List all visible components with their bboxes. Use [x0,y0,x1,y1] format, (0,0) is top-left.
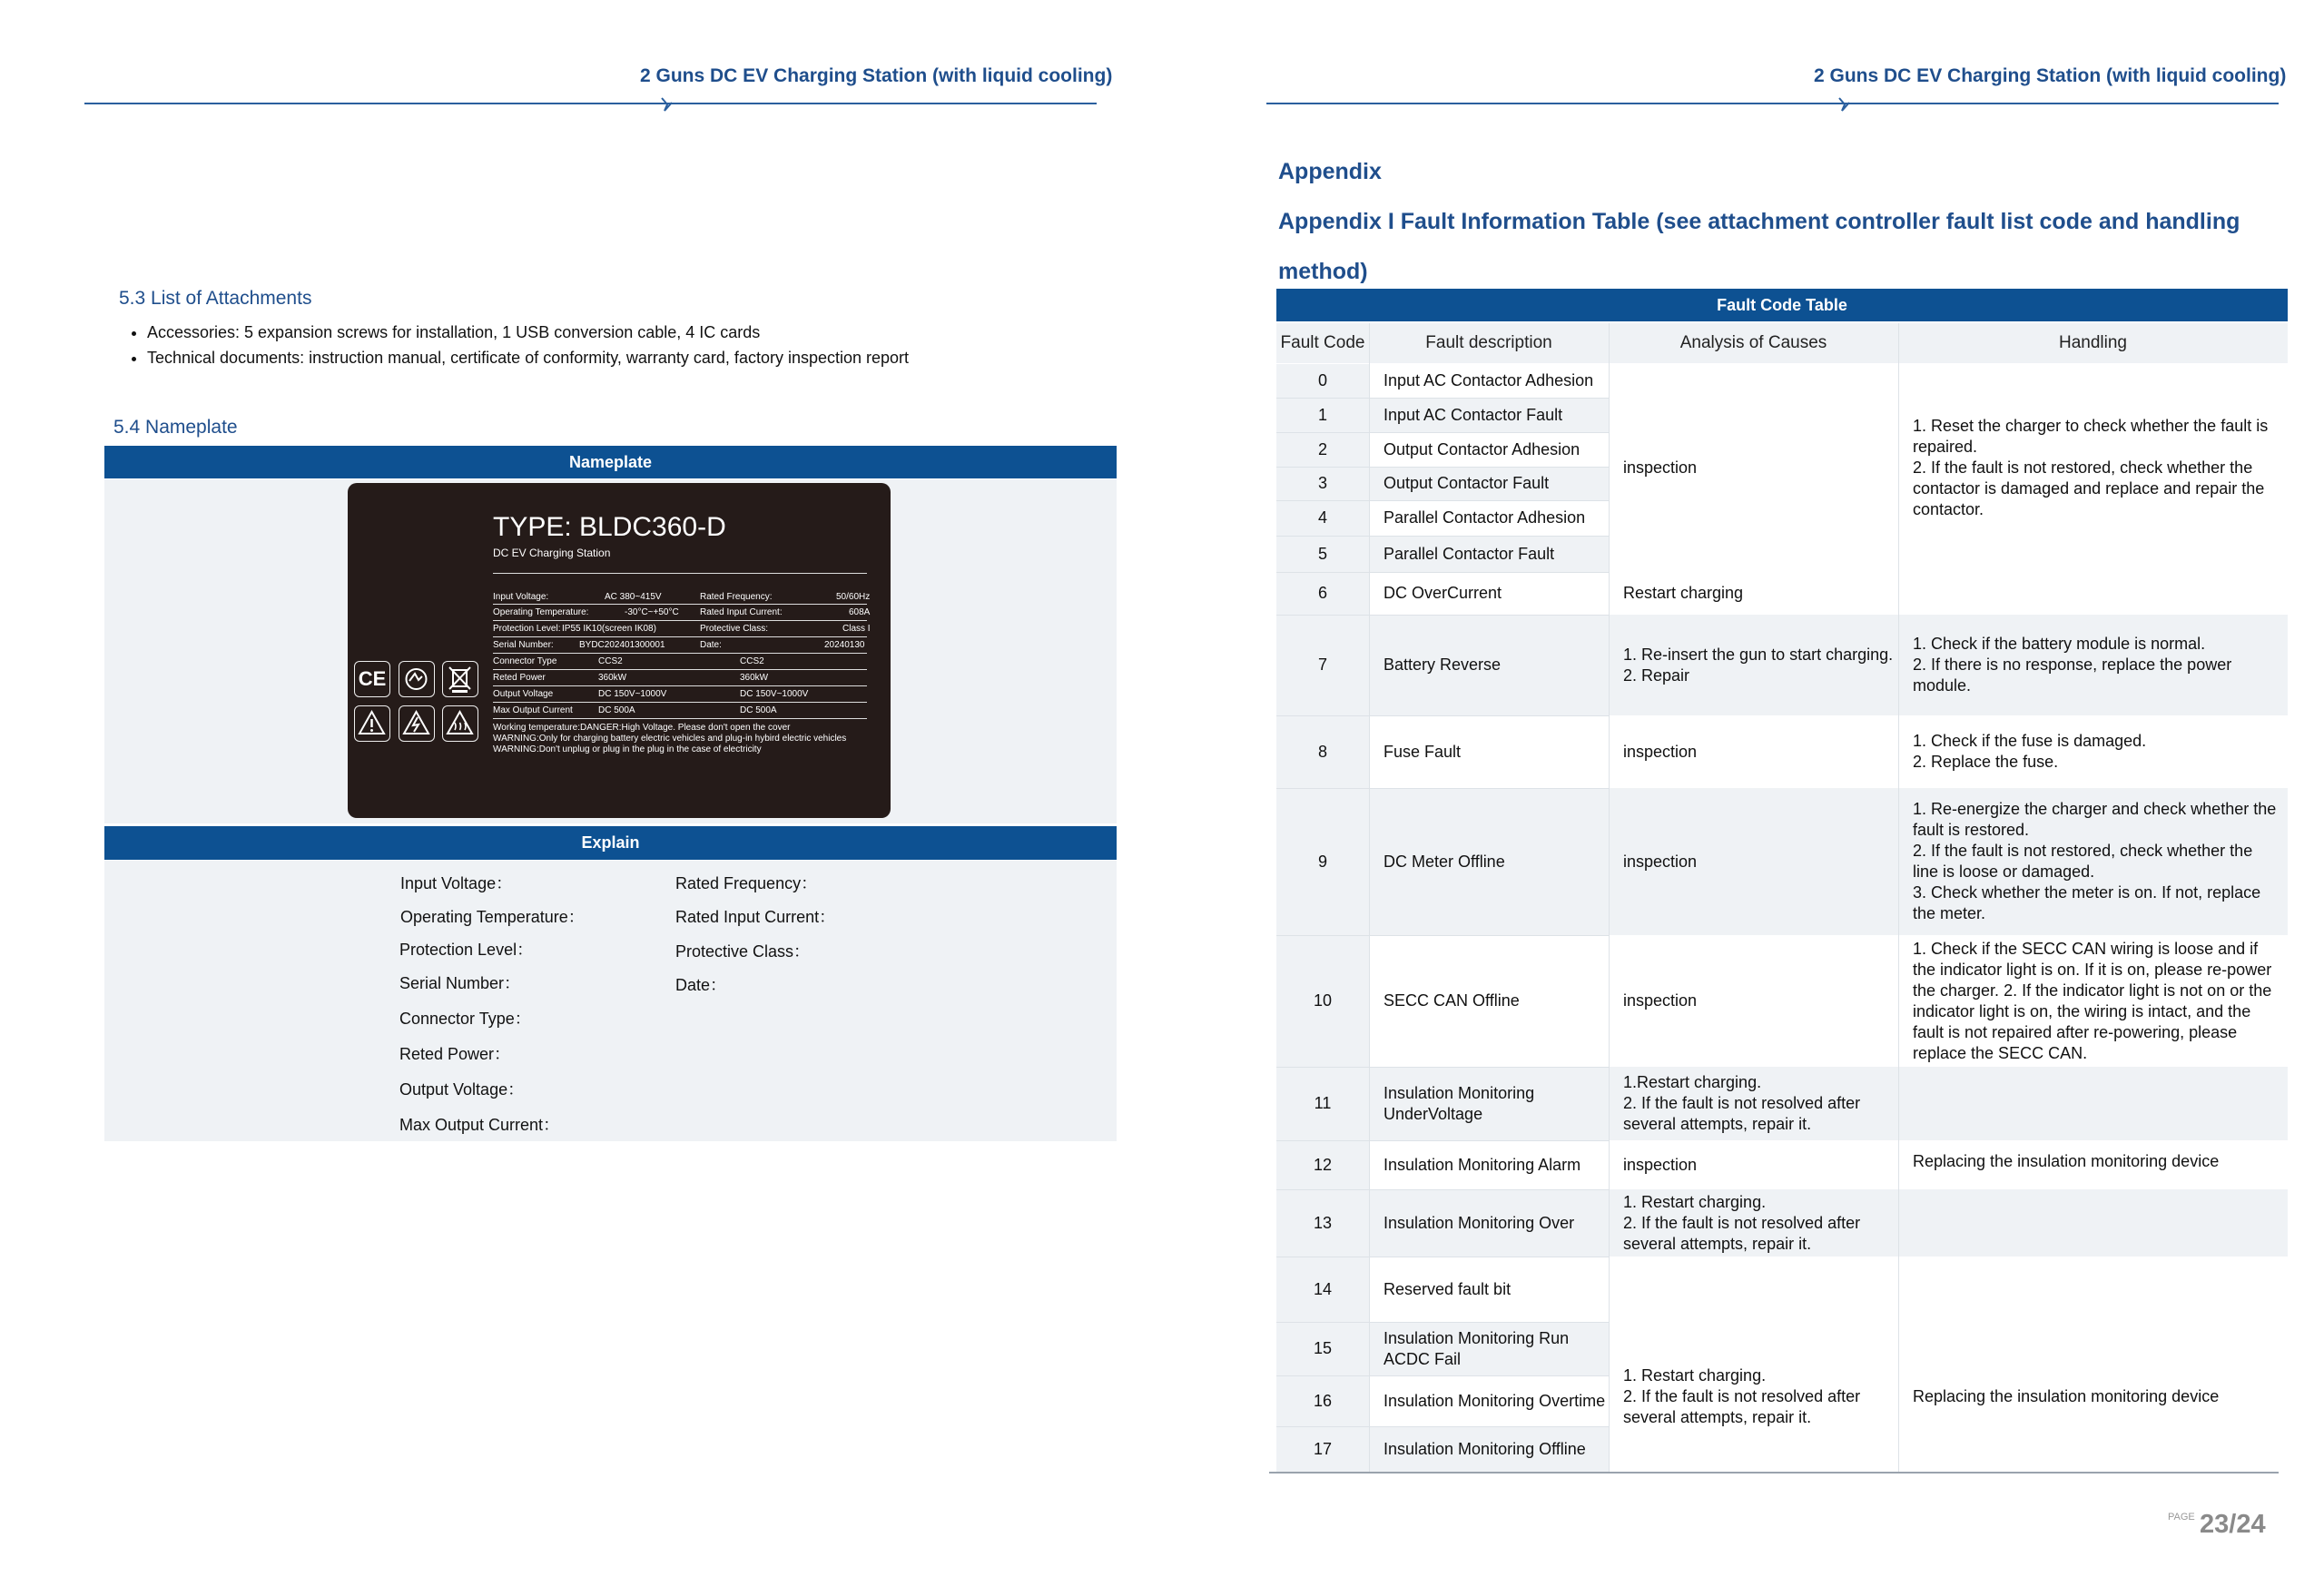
electric-hazard-icon [399,705,435,742]
cause-cell-text: inspection [1623,1155,1698,1174]
fault-code-cell [1276,788,1369,935]
fault-description-cell-text: Insulation Monitoring Alarm [1384,1155,1581,1174]
cause-cell [1609,1189,1898,1257]
page-prefix: PAGE [2168,1512,2195,1523]
plate-max-current-label: Max Output Current [493,705,573,715]
plate-voltage-a: DC 150V~1000V [598,689,667,699]
handling-cell-text: Replacing the insulation monitoring device [1913,1387,2220,1405]
fault-description-cell [1369,788,1609,935]
attachments-heading: 5.3 List of Attachments [119,288,312,309]
plate-type: TYPE: BLDC360-D [493,512,726,542]
handling-cell-text: 1. Reset the charger to check whether the fault is repaired. 2. If the fault is not restored, check whether the contactor is damaged and replace and repair the contactor. [1913,417,2269,518]
header-fault-description [1369,323,1609,364]
explain-label: Reted Power： [399,1045,511,1063]
cause-cell-text: 1. Restart charging. 2. If the fault is not resolved after several attempts, repair it. [1623,1366,1861,1426]
rcm-mark-icon [399,661,435,697]
nameplate-bar: Nameplate [104,446,1117,478]
cause-cell-text: inspection [1623,742,1698,761]
handling-cell [1898,1322,2288,1472]
ce-mark-text: CE [358,667,387,690]
header-fault-description-text: Fault description [1425,333,1552,352]
row-divider [1276,615,1609,616]
plate-rule [493,573,867,574]
fault-description-cell-text: Insulation Monitoring UnderVoltage [1384,1083,1535,1123]
cause-cell [1609,364,1898,572]
cause-cell-text: inspection [1623,852,1698,871]
handling-cell [1898,715,2288,788]
fault-description-cell [1369,715,1609,788]
explain-label: Operating Temperature： [400,908,585,926]
fault-description-cell-text: Reserved fault bit [1384,1279,1512,1298]
explain-label: Max Output Current： [399,1116,560,1134]
plate-input-voltage-label: Input Voltage: [493,592,549,602]
row-divider [1276,935,1609,936]
fault-description-cell-text: Fuse Fault [1384,742,1462,761]
explain-panel [104,861,1117,1141]
fault-description-cell [1369,467,1609,500]
row-divider [1276,1189,1609,1190]
plate-rated-input-current-value: 608A [849,607,871,617]
handling-cell [1898,615,2288,715]
header-fault-code [1276,323,1369,364]
row-divider [1276,788,1609,789]
header-analysis [1609,323,1898,364]
fault-description-cell [1369,1067,1609,1140]
fault-code-cell-text: 13 [1313,1213,1333,1232]
fault-code-cell [1276,1189,1369,1257]
plate-protection-level-label: Protection Level: [493,624,561,634]
table-bottom-rule [1269,1472,2279,1474]
explain-label: Input Voltage： [400,874,513,892]
ce-mark-icon [354,661,390,697]
cause-cell [1609,615,1898,715]
plate-output-voltage-label: Output Voltage [493,689,554,699]
fault-description-cell-text: Insulation Monitoring Overtime [1384,1391,1606,1410]
fault-code-cell-text: 6 [1317,584,1327,602]
plate-rule [493,620,867,621]
handling-cell [1898,935,2288,1067]
fault-code-cell-text: 11 [1314,1094,1332,1112]
row-divider [1276,398,1609,399]
fault-code-cell [1276,432,1369,467]
cause-cell [1609,935,1898,1067]
plate-rule [493,702,867,703]
fault-code-cell [1276,364,1369,398]
fault-code-cell-text: 9 [1317,852,1327,871]
plate-voltage-b: DC 150V~1000V [740,689,809,699]
fault-description-cell [1369,1322,1609,1375]
fault-code-cell [1276,1322,1369,1375]
cause-cell [1609,788,1898,935]
plate-power-a: 360kW [598,673,627,683]
row-divider [1276,467,1609,468]
row-divider [1276,715,1609,716]
fault-description-cell-text: Parallel Contactor Adhesion [1384,508,1586,527]
fault-code-cell [1276,572,1369,615]
plate-rated-input-current-label: Rated Input Current: [700,607,783,617]
cause-cell [1609,1322,1898,1472]
plate-power-b: 360kW [740,673,769,683]
plate-current-a: DC 500A [598,705,635,715]
fault-description-cell [1369,1189,1609,1257]
cause-cell-text: inspection [1623,991,1698,1010]
fault-description-cell-text: DC OverCurrent [1384,584,1502,602]
fault-code-cell [1276,467,1369,500]
header-fault-code-text: Fault Code [1280,333,1365,352]
fault-description-cell [1369,572,1609,615]
page-number: 23/24 [2200,1510,2266,1539]
fault-description-cell [1369,398,1609,432]
plate-warning: Working temperature:DANGER:High Voltage. Please don't open the cover [493,723,791,733]
fault-description-cell-text: Insulation Monitoring Over [1384,1213,1575,1232]
fault-description-cell-text: Input AC Contactor Fault [1384,405,1563,424]
attachments-list [127,320,909,370]
handling-cell [1898,572,2288,615]
right-header-title: 2 Guns DC EV Charging Station (with liquid cooling) [1814,65,2287,86]
column-divider [1369,323,1370,1472]
plate-date-label: Date: [700,640,722,650]
fault-description-cell [1369,1140,1609,1189]
left-header-notch [660,96,675,113]
fault-description-cell [1369,432,1609,467]
fault-code-cell [1276,1067,1369,1140]
nameplate-heading: 5.4 Nameplate [113,417,238,438]
cause-cell [1609,1067,1898,1140]
plate-rule [493,685,867,686]
handling-cell [1898,788,2288,935]
explain-label: Serial Number： [399,974,521,992]
row-divider [1276,1140,1609,1141]
left-header-rule [84,103,1097,104]
plate-rule [493,604,867,605]
fault-description-cell [1369,615,1609,715]
warning-triangle-icon [354,705,390,742]
fault-description-cell-text: SECC CAN Offline [1384,991,1520,1010]
fault-code-cell-text: 0 [1317,371,1327,389]
fault-description-cell [1369,935,1609,1067]
explain-label: Connector Type： [399,1010,531,1028]
plate-rated-frequency-value: 50/60Hz [836,592,871,602]
plate-connector-b: CCS2 [740,656,764,666]
fault-description-cell [1369,364,1609,398]
column-divider [1898,323,1899,1472]
plate-operating-temp-label: Operating Temperature: [493,607,589,617]
handling-cell [1898,1257,2288,1322]
explain-label: Protection Level： [399,941,534,959]
appendix-subtitle-cont: method) [1278,259,1368,284]
attachment-item: • Technical documents: instruction manual, certificate of conformity, warranty card, factory inspection report [147,345,909,370]
fault-code-cell-text: 4 [1317,508,1327,527]
fault-description-cell-text: Input AC Contactor Adhesion [1384,371,1594,389]
handling-cell-text: 1. Check if the fuse is damaged. 2. Replace the fuse. [1913,732,2147,771]
fault-code-cell [1276,398,1369,432]
fault-description-cell [1369,1426,1609,1472]
plate-input-voltage-value: AC 380~415V [605,592,662,602]
fault-code-cell-text: 7 [1317,655,1327,674]
handling-cell [1898,364,2288,572]
fault-code-cell-text: 2 [1317,439,1327,458]
plate-protection-level-value: IP55 IK10(screen IK08) [562,624,656,634]
appendix-subtitle: Appendix I Fault Information Table (see attachment controller fault list code and handling [1278,209,2240,234]
fault-code-cell-text: 17 [1313,1439,1333,1458]
fault-code-cell [1276,536,1369,572]
hot-surface-icon [442,705,478,742]
cause-cell [1609,1257,1898,1322]
plate-operating-temp-value: -30°C~+50°C [625,607,679,617]
handling-cell-text: 1. Check if the battery module is normal. 2. If there is no response, replace the power module. [1913,635,2232,695]
plate-current-b: DC 500A [740,705,777,715]
explain-label: Output Voltage： [399,1080,525,1099]
plate-rule [493,636,867,637]
fault-description-cell-text: Parallel Contactor Fault [1384,544,1555,563]
cause-cell [1609,1140,1898,1189]
fault-description-cell-text: Insulation Monitoring Run ACDC Fail [1384,1328,1570,1368]
fault-code-cell-text: 1 [1317,405,1327,424]
plate-rule [493,669,867,670]
explain-label: Rated Input Current： [675,908,836,926]
fault-code-cell [1276,500,1369,536]
row-divider [1276,536,1609,537]
fault-description-cell [1369,536,1609,572]
fault-code-cell-text: 3 [1317,474,1327,492]
fault-code-cell [1276,935,1369,1067]
cause-cell-text: inspection [1623,458,1698,477]
fault-description-cell [1369,500,1609,536]
fault-description-cell-text: DC Meter Offline [1384,852,1505,871]
header-handling [1898,323,2288,364]
fault-description-cell-text: Battery Reverse [1384,655,1502,674]
handling-cell-text: 1. Check if the SECC CAN wiring is loose and if the indicator light is on. If it is on, please re-power the charger. 2. If the indicator light is not on or the indicator light is on, the wiring is intact, and the fault is not repaired after re-powering, please replace the SECC CAN. [1913,939,2272,1062]
fault-code-cell [1276,1375,1369,1426]
fault-code-cell [1276,1257,1369,1322]
cause-cell-text: 1. Re-insert the gun to start charging. 2. Repair [1623,645,1894,685]
fault-code-cell-text: 8 [1317,742,1327,761]
fault-code-cell-text: 10 [1313,991,1333,1010]
fault-code-cell [1276,1426,1369,1472]
fault-description-cell-text: Output Contactor Adhesion [1384,439,1581,458]
fault-code-cell [1276,615,1369,715]
header-analysis-text: Analysis of Causes [1679,333,1827,352]
cause-cell-text: Restart charging [1623,584,1744,602]
plate-rule [493,718,867,719]
fault-code-cell-text: 16 [1313,1391,1333,1410]
row-divider [1276,1375,1609,1376]
fault-description-cell-text: Output Contactor Fault [1384,474,1550,492]
appendix-title: Appendix [1278,159,1382,184]
cause-cell [1609,572,1898,615]
left-header-title: 2 Guns DC EV Charging Station (with liquid cooling) [640,65,1113,86]
plate-rated-frequency-label: Rated Frequency: [700,592,773,602]
explain-label: Date： [675,976,727,994]
cause-cell-text: 1. Restart charging. 2. If the fault is not resolved after several attempts, repair it. [1623,1192,1861,1253]
explain-label: Rated Frequency： [675,874,818,892]
cause-cell [1609,715,1898,788]
plate-protective-class-label: Protective Class: [700,624,769,634]
fault-code-cell [1276,1140,1369,1189]
row-divider [1276,500,1609,501]
plate-protective-class-value: Class I [842,624,871,634]
handling-cell [1898,1067,2288,1257]
weee-bin-icon [442,661,478,697]
right-header-notch [1837,96,1852,113]
explain-label: Protective Class： [675,942,811,961]
row-divider [1276,1426,1609,1427]
fault-code-cell-text: 15 [1313,1339,1333,1357]
column-divider [1609,323,1610,1472]
header-handling-text: Handling [2059,333,2127,352]
fault-description-cell [1369,1375,1609,1426]
row-divider [1276,1067,1609,1068]
right-header-rule [1266,103,2279,104]
plate-date-value: 20240130 [824,640,865,650]
row-divider [1276,572,1609,573]
fault-code-cell [1276,715,1369,788]
cause-cell-text: 1.Restart charging. 2. If the fault is not resolved after several attempts, repair it. [1623,1073,1861,1133]
plate-subtitle: DC EV Charging Station [493,547,611,559]
fault-description-cell [1369,1257,1609,1322]
fault-code-cell-text: 14 [1313,1279,1333,1298]
fault-code-cell-text: 5 [1317,544,1327,563]
fault-code-cell-text: 12 [1313,1155,1333,1174]
handling-cell-text: Replacing the insulation monitoring device [1913,1152,2220,1170]
explain-bar: Explain [104,826,1117,860]
plate-connector-a: CCS2 [598,656,623,666]
plate-connector-type-label: Connector Type [493,656,557,666]
plate-serial-value: BYDC202401300001 [579,640,665,650]
plate-rule [493,653,867,654]
fault-table-title: Fault Code Table [1276,289,2288,321]
attachment-item: • Accessories: 5 expansion screws for installation, 1 USB conversion cable, 4 IC cards [147,320,909,345]
plate-serial-label: Serial Number: [493,640,554,650]
row-divider [1276,1322,1609,1323]
nameplate-plate [348,483,891,818]
row-divider [1276,432,1609,433]
fault-description-cell-text: Insulation Monitoring Offline [1384,1439,1586,1458]
plate-warning: WARNING:Don't unplug or plug in the plug in the case of electricity [493,744,762,754]
plate-warning: WARNING:Only for charging battery electric vehicles and plug-in hybird electric vehicles [493,734,847,744]
plate-reted-power-label: Reted Power [493,673,546,683]
handling-cell-text: 1. Re-energize the charger and check whether the fault is restored. 2. If the fault is not restored, check whether the line is loose or damaged. 3. Check whether the meter is on. If not, replace the meter. [1913,800,2277,922]
